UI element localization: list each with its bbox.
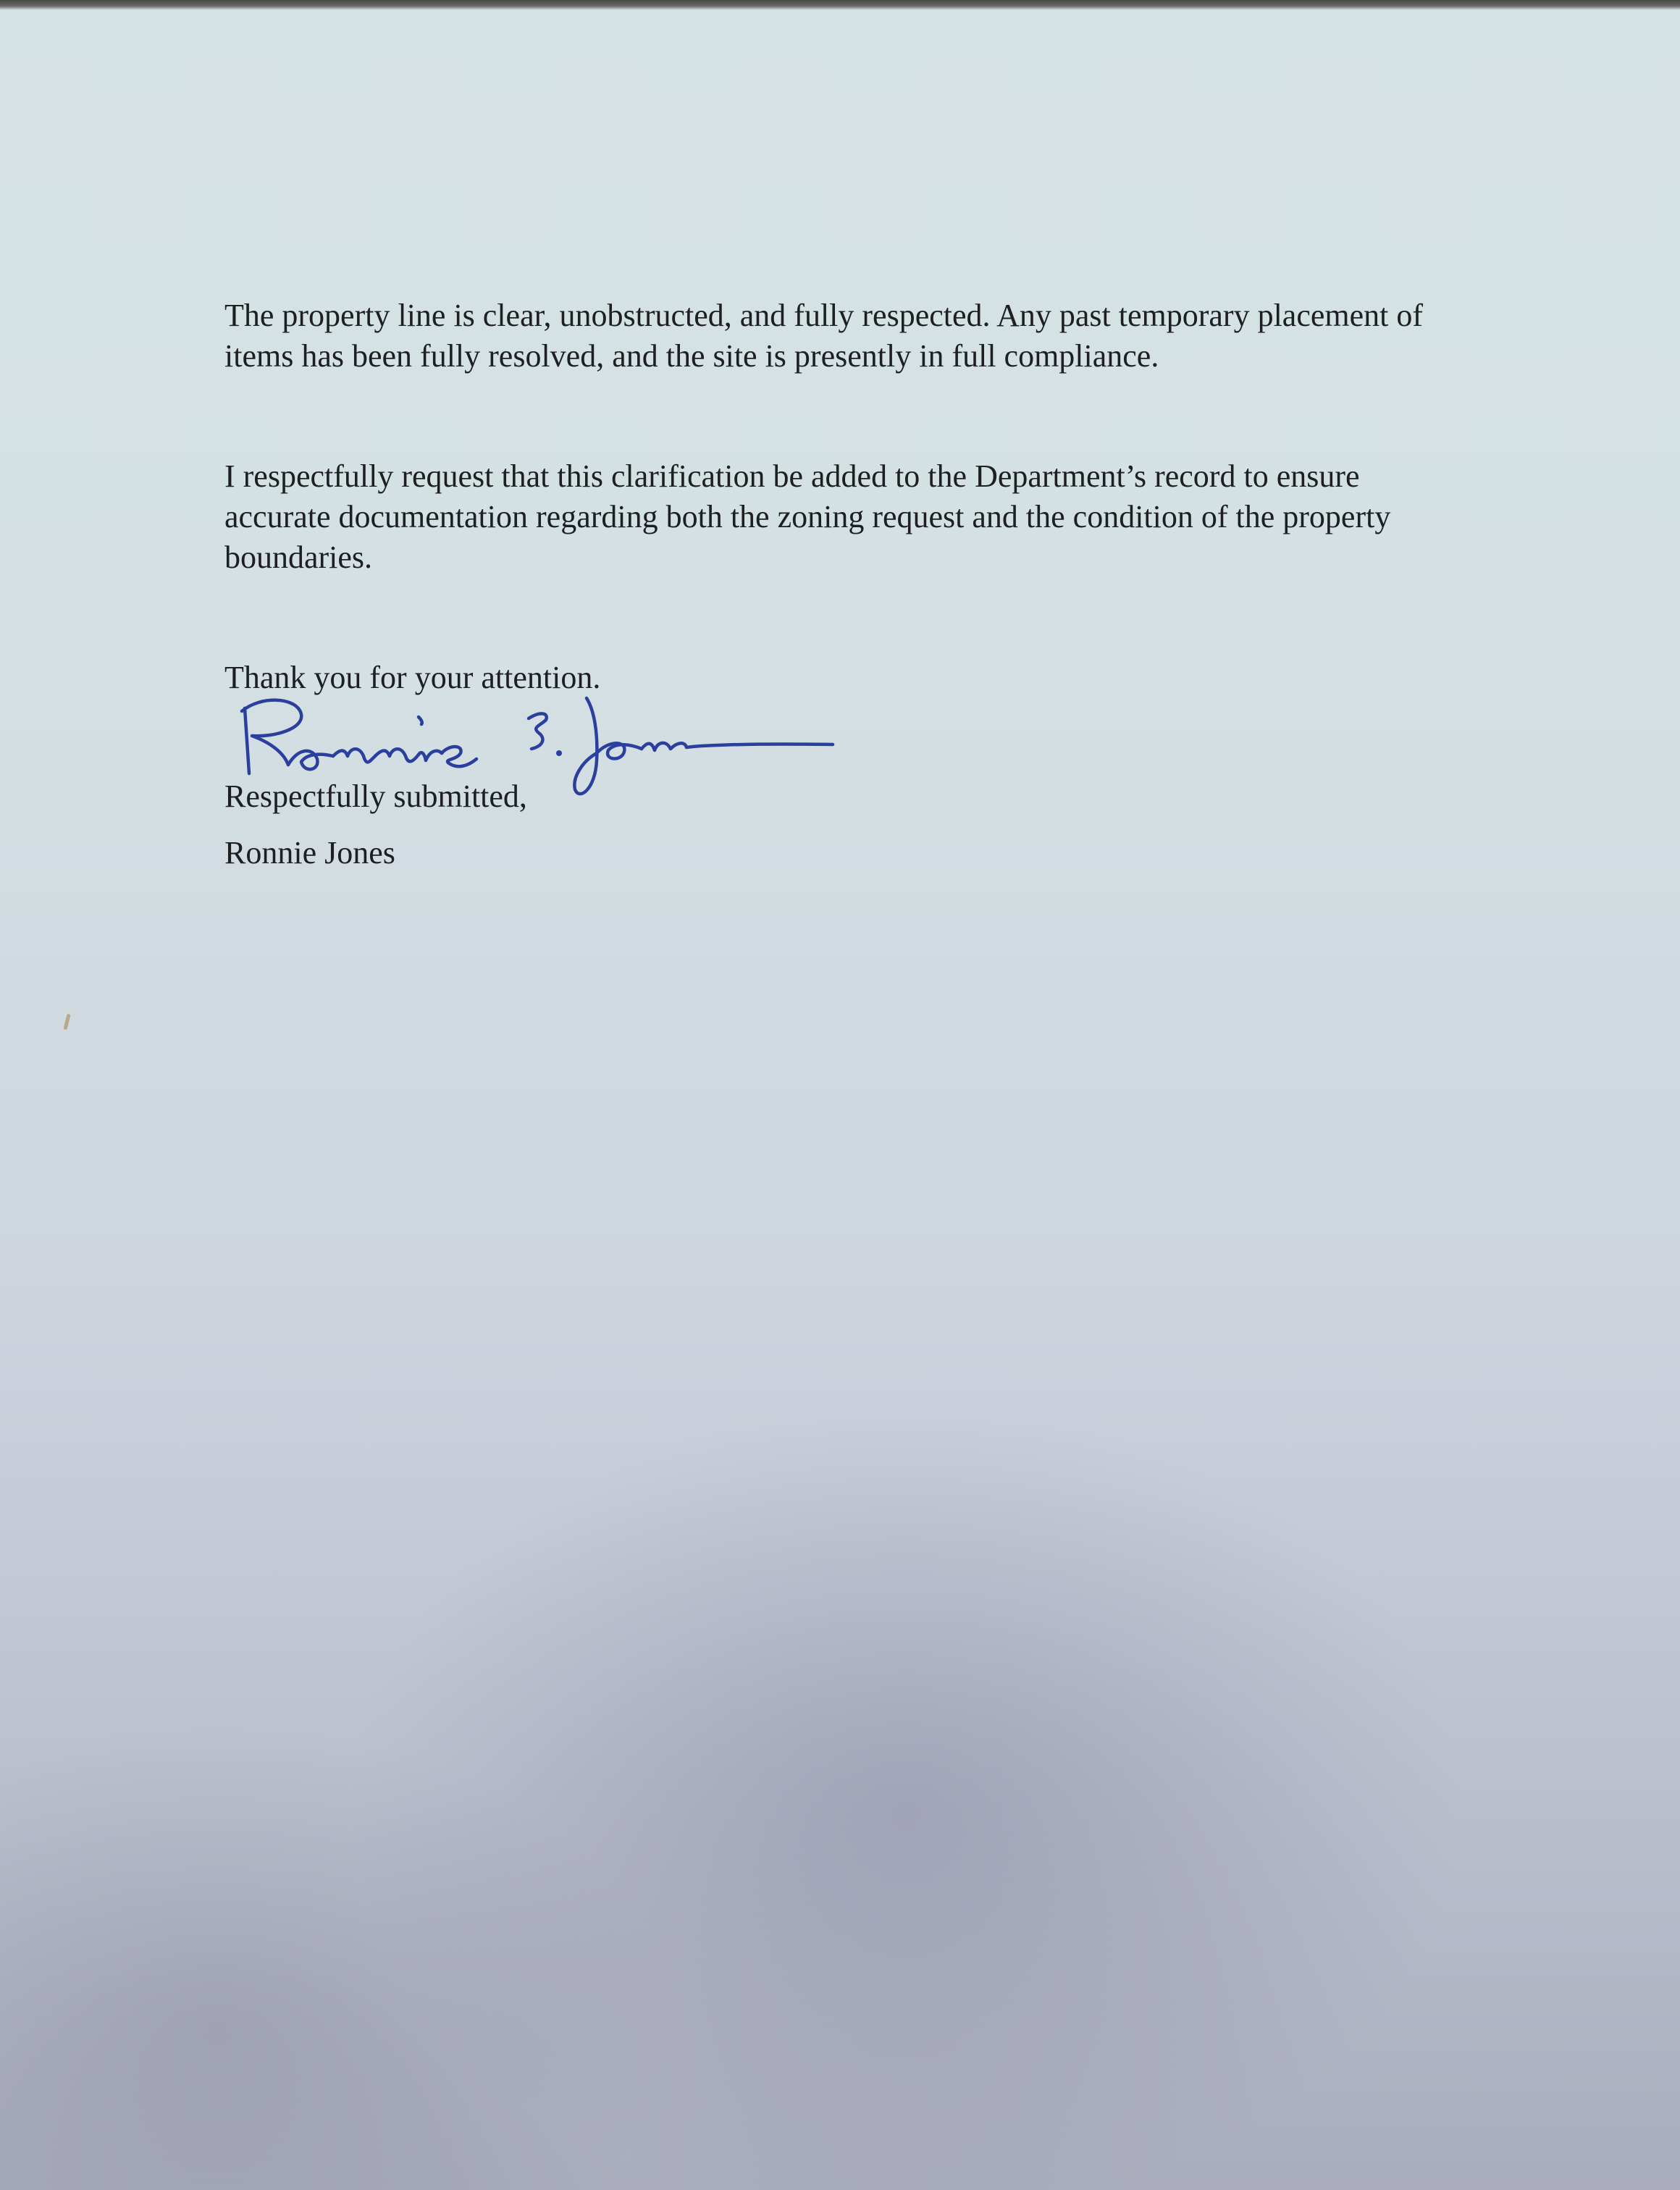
signer-name: Ronnie Jones <box>224 835 395 870</box>
paragraph-property-line: The property line is clear, unobstructed, and fully respected. Any past temporary placement of items has been fully resolved, and the site is presently in full compliance. <box>224 298 1424 374</box>
paper-top-edge <box>0 0 1680 10</box>
paper-speck <box>63 1014 70 1031</box>
paragraph-request: I respectfully request that this clarification be added to the Department’s record to ensure accurate documentation regarding both the zoning request and the condition of the property boundaries. <box>224 458 1391 575</box>
signoff-line: Respectfully submitted, <box>224 779 527 814</box>
closing-line: Thank you for your attention. <box>224 660 601 695</box>
